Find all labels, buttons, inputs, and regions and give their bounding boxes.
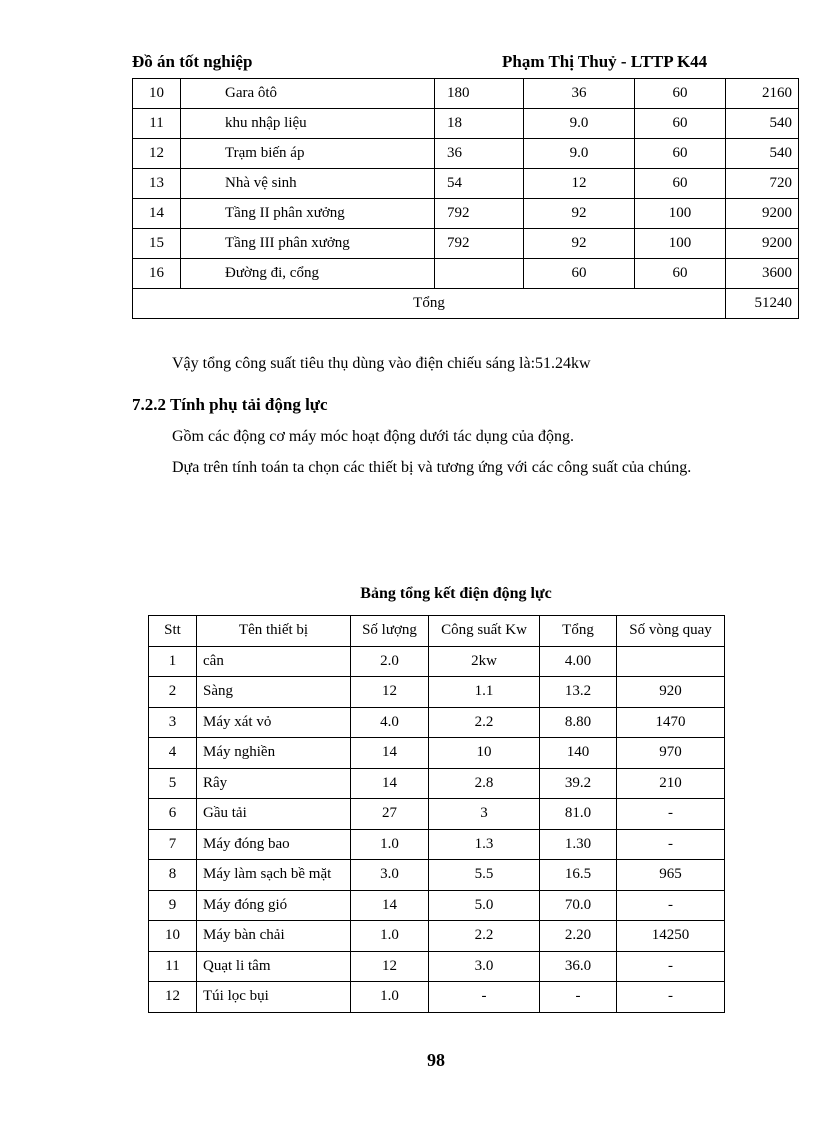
table-cell: 5.0: [429, 890, 540, 921]
header-title: Đồ án tốt nghiệp: [132, 52, 253, 71]
table-cell: 792: [435, 229, 524, 259]
table-row: [149, 921, 725, 952]
table-cell: 3: [149, 707, 197, 738]
lighting-load-table: [132, 78, 799, 319]
table-cell: 12: [149, 982, 197, 1013]
table-row: [149, 982, 725, 1013]
table-cell: 27: [351, 799, 429, 830]
table-cell: Túi lọc bụi: [197, 982, 351, 1013]
table-cell: Rây: [197, 768, 351, 799]
table-cell: 9200: [726, 199, 799, 229]
table-cell: 2160: [726, 79, 799, 109]
table-cell: 36: [524, 79, 635, 109]
table-cell: 1.0: [351, 829, 429, 860]
table-cell: 60: [635, 169, 726, 199]
table-cell: Máy xát vỏ: [197, 707, 351, 738]
table-cell: 9.0: [524, 139, 635, 169]
table-cell: 3.0: [429, 951, 540, 982]
table-cell: 92: [524, 229, 635, 259]
table-cell: 12: [133, 139, 181, 169]
table-cell: 3.0: [351, 860, 429, 891]
table-cell: 965: [617, 860, 725, 891]
table-cell: 7: [149, 829, 197, 860]
table-cell: 10: [149, 921, 197, 952]
column-header: Số vòng quay: [617, 616, 725, 647]
table-cell: -: [617, 982, 725, 1013]
table-row: [149, 707, 725, 738]
table-cell: 4.0: [351, 707, 429, 738]
table-cell: 100: [635, 199, 726, 229]
total-value: 51240: [726, 289, 799, 319]
table-cell: 14250: [617, 921, 725, 952]
table-cell: Đường đi, cổng: [181, 259, 435, 289]
table-row: [149, 677, 725, 708]
table-cell: Máy nghiền: [197, 738, 351, 769]
table-cell: 1.30: [540, 829, 617, 860]
table-row: [133, 199, 799, 229]
table-cell: Quạt li tâm: [197, 951, 351, 982]
table-cell: 14: [351, 890, 429, 921]
table-cell: 10: [133, 79, 181, 109]
table-cell: Gầu tải: [197, 799, 351, 830]
table-cell: 1.0: [351, 921, 429, 952]
table-cell: 16: [133, 259, 181, 289]
table-cell: 920: [617, 677, 725, 708]
table-cell: cân: [197, 646, 351, 677]
table-row: [149, 829, 725, 860]
table-cell: 2: [149, 677, 197, 708]
table-cell: 36.0: [540, 951, 617, 982]
table-cell: 60: [635, 139, 726, 169]
header-author: Phạm Thị Thuỷ - LTTP K44: [502, 52, 708, 71]
paragraph-equipment: Dựa trên tính toán ta chọn các thiết bị và tương ứng với các công suất của chúng.: [172, 459, 692, 476]
table-cell: 11: [133, 109, 181, 139]
table-cell: 39.2: [540, 768, 617, 799]
table-cell: 2.8: [429, 768, 540, 799]
table-cell: Máy bàn chải: [197, 921, 351, 952]
table-row: [149, 738, 725, 769]
table-row: [149, 890, 725, 921]
column-header: Tổng: [540, 616, 617, 647]
table-cell: 6: [149, 799, 197, 830]
table-cell: -: [617, 951, 725, 982]
table-cell: 540: [726, 139, 799, 169]
table-cell: 12: [524, 169, 635, 199]
table-cell: Tầng II phân xưởng: [181, 199, 435, 229]
table-cell: -: [617, 799, 725, 830]
table-row: [133, 259, 799, 289]
table-cell: 100: [635, 229, 726, 259]
table-cell: 13: [133, 169, 181, 199]
table-cell: 60: [524, 259, 635, 289]
section-heading: 7.2.2 Tính phụ tải động lực: [132, 395, 328, 414]
table-cell: 3600: [726, 259, 799, 289]
table-cell: 2.20: [540, 921, 617, 952]
table-cell: 60: [635, 259, 726, 289]
column-header: Tên thiết bị: [197, 616, 351, 647]
table-cell: 18: [435, 109, 524, 139]
column-header: Số lượng: [351, 616, 429, 647]
table-cell: [617, 646, 725, 677]
table-cell: Nhà vệ sinh: [181, 169, 435, 199]
table-cell: 10: [429, 738, 540, 769]
lighting-total-sentence: Vậy tổng công suất tiêu thụ dùng vào điện chiếu sáng là:51.24kw: [172, 355, 591, 372]
table-cell: Máy đóng gió: [197, 890, 351, 921]
table-row: [149, 799, 725, 830]
table-cell: 540: [726, 109, 799, 139]
table-row: [133, 169, 799, 199]
table-row: [149, 860, 725, 891]
table-cell: [435, 259, 524, 289]
table-cell: Máy đóng bao: [197, 829, 351, 860]
table-cell: Trạm biến áp: [181, 139, 435, 169]
table-cell: 2kw: [429, 646, 540, 677]
table-cell: 2.2: [429, 921, 540, 952]
table-cell: 11: [149, 951, 197, 982]
table-cell: 60: [635, 79, 726, 109]
table-header-row: [149, 616, 725, 647]
table-cell: Máy làm sạch bề mặt: [197, 860, 351, 891]
table-cell: 140: [540, 738, 617, 769]
page-number: 98: [427, 1050, 445, 1070]
table-row: [133, 139, 799, 169]
table-cell: -: [617, 829, 725, 860]
table-cell: 4.00: [540, 646, 617, 677]
table-cell: 60: [635, 109, 726, 139]
column-header: Stt: [149, 616, 197, 647]
table-cell: 9200: [726, 229, 799, 259]
table-cell: 16.5: [540, 860, 617, 891]
table-cell: 792: [435, 199, 524, 229]
table-row: [149, 768, 725, 799]
total-row: [133, 289, 799, 319]
table-cell: 3: [429, 799, 540, 830]
table-cell: 12: [351, 677, 429, 708]
power-summary-table: [148, 615, 725, 1013]
table-cell: 1: [149, 646, 197, 677]
table-cell: 1.3: [429, 829, 540, 860]
table-cell: 1470: [617, 707, 725, 738]
table-cell: 81.0: [540, 799, 617, 830]
table-cell: Tầng III phân xưởng: [181, 229, 435, 259]
table-cell: 5: [149, 768, 197, 799]
table-cell: 36: [435, 139, 524, 169]
table-cell: 14: [351, 738, 429, 769]
table-cell: 9.0: [524, 109, 635, 139]
table-cell: khu nhập liệu: [181, 109, 435, 139]
table-cell: 2.0: [351, 646, 429, 677]
table-cell: 8: [149, 860, 197, 891]
table-row: [133, 229, 799, 259]
table-cell: 15: [133, 229, 181, 259]
table-cell: 70.0: [540, 890, 617, 921]
table-cell: 54: [435, 169, 524, 199]
table-cell: 1.1: [429, 677, 540, 708]
table-cell: 14: [133, 199, 181, 229]
table-cell: 13.2: [540, 677, 617, 708]
table-cell: 8.80: [540, 707, 617, 738]
table-cell: -: [540, 982, 617, 1013]
table-cell: 9: [149, 890, 197, 921]
table-title: Bảng tổng kết điện động lực: [360, 585, 552, 602]
table-cell: 4: [149, 738, 197, 769]
table-cell: 12: [351, 951, 429, 982]
table-cell: 14: [351, 768, 429, 799]
table-cell: -: [617, 890, 725, 921]
column-header: Công suất Kw: [429, 616, 540, 647]
total-label: Tổng: [133, 289, 726, 319]
table-cell: 92: [524, 199, 635, 229]
table-cell: -: [429, 982, 540, 1013]
table-cell: 720: [726, 169, 799, 199]
table-cell: 970: [617, 738, 725, 769]
table-row: [133, 79, 799, 109]
table-row: [149, 951, 725, 982]
paragraph-motors: Gồm các động cơ máy móc hoạt động dưới tác dụng của động.: [172, 428, 574, 445]
table-cell: 5.5: [429, 860, 540, 891]
table-cell: Sàng: [197, 677, 351, 708]
table-cell: Gara ôtô: [181, 79, 435, 109]
table-row: [133, 109, 799, 139]
table-row: [149, 646, 725, 677]
table-cell: 180: [435, 79, 524, 109]
table-cell: 1.0: [351, 982, 429, 1013]
table-cell: 2.2: [429, 707, 540, 738]
table-cell: 210: [617, 768, 725, 799]
